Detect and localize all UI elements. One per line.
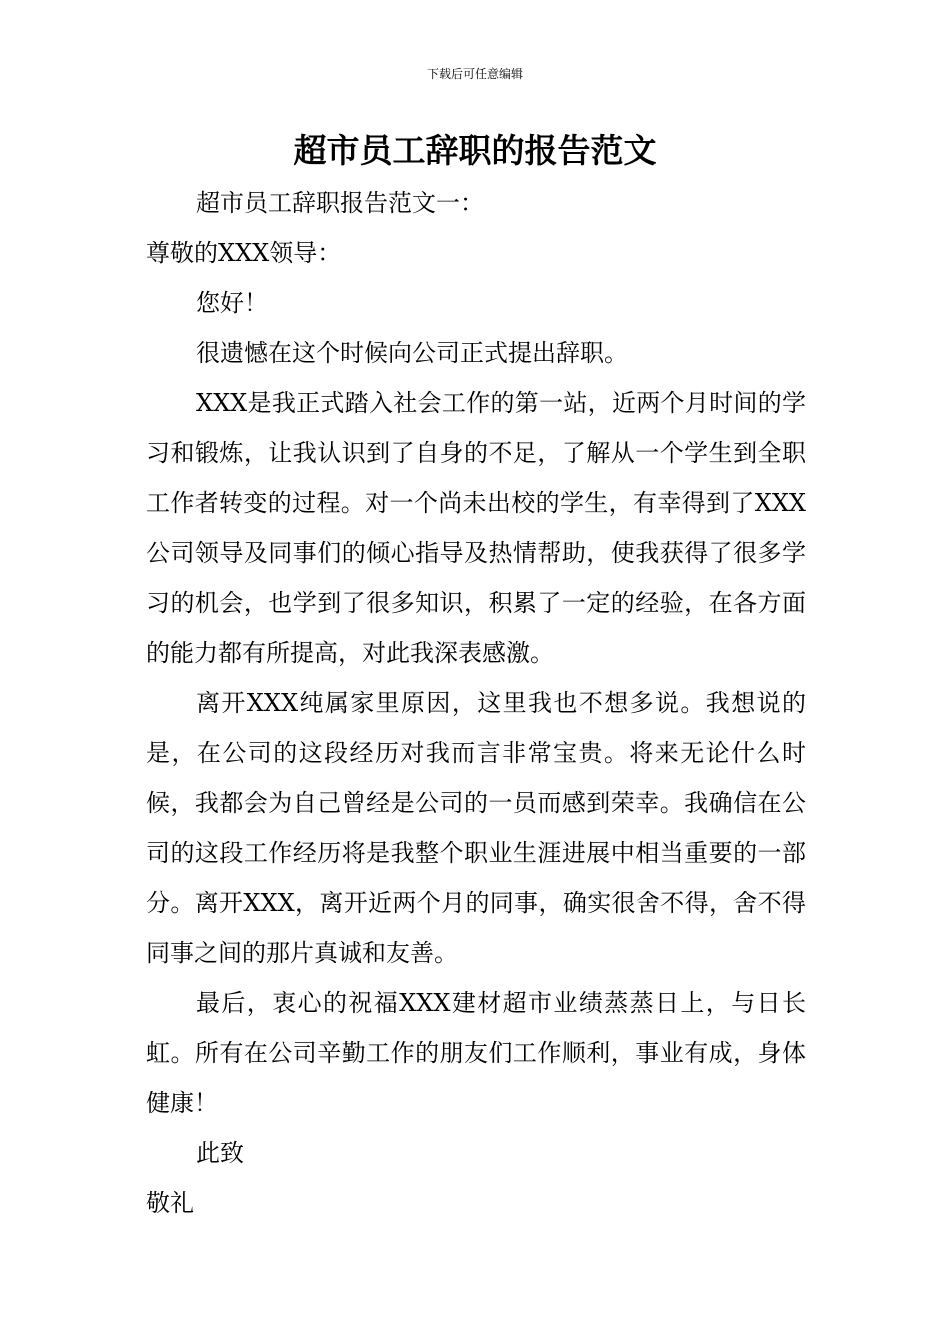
paragraph: 离开XXX纯属家里原因，这里我也不想多说。我想说的是，在公司的这段经历对我而言非常宝贵。将来无论什么时候，我都会为自己曾经是公司的一员而感到荣幸。我确信在公司的这段工作经历将是我整个职业生涯进展中相当重要的一部分。离开XXX，离开近两个月的同事，确实很舍不得，舍不得同事之间的那片真诚和友善。 xyxy=(146,689,806,967)
document-body xyxy=(146,178,806,1228)
closing-salute: 敬礼 xyxy=(146,1189,194,1217)
salutation: 尊敬的XXX领导： xyxy=(146,239,342,267)
header-note: 下载后可任意编辑 xyxy=(426,67,523,81)
paragraph: XXX是我正式踏入社会工作的第一站，近两个月时间的学习和锻炼，让我认识到了自身的不足，了解从一个学生到全职工作者转变的过程。对一个尚未出校的学生，有幸得到了XXX公司领导及同事们的倾心指导及热情帮助，使我获得了很多学习的机会，也学到了很多知识，积累了一定的经验，在各方面的能力都有所提高，对此我深表感激。 xyxy=(146,389,806,667)
paragraph: 很遗憾在这个时候向公司正式提出辞职。 xyxy=(196,339,628,367)
subtitle: 超市员工辞职报告范文一： xyxy=(196,189,484,217)
closing-line: 此致 xyxy=(196,1139,244,1167)
document-title: 超市员工辞职的报告范文 xyxy=(293,131,657,170)
greeting: 您好！ xyxy=(196,289,268,317)
paragraph: 最后，衷心的祝福XXX建材超市业绩蒸蒸日上，与日长虹。所有在公司辛勤工作的朋友们工作顺利，事业有成，身体健康！ xyxy=(146,989,806,1117)
